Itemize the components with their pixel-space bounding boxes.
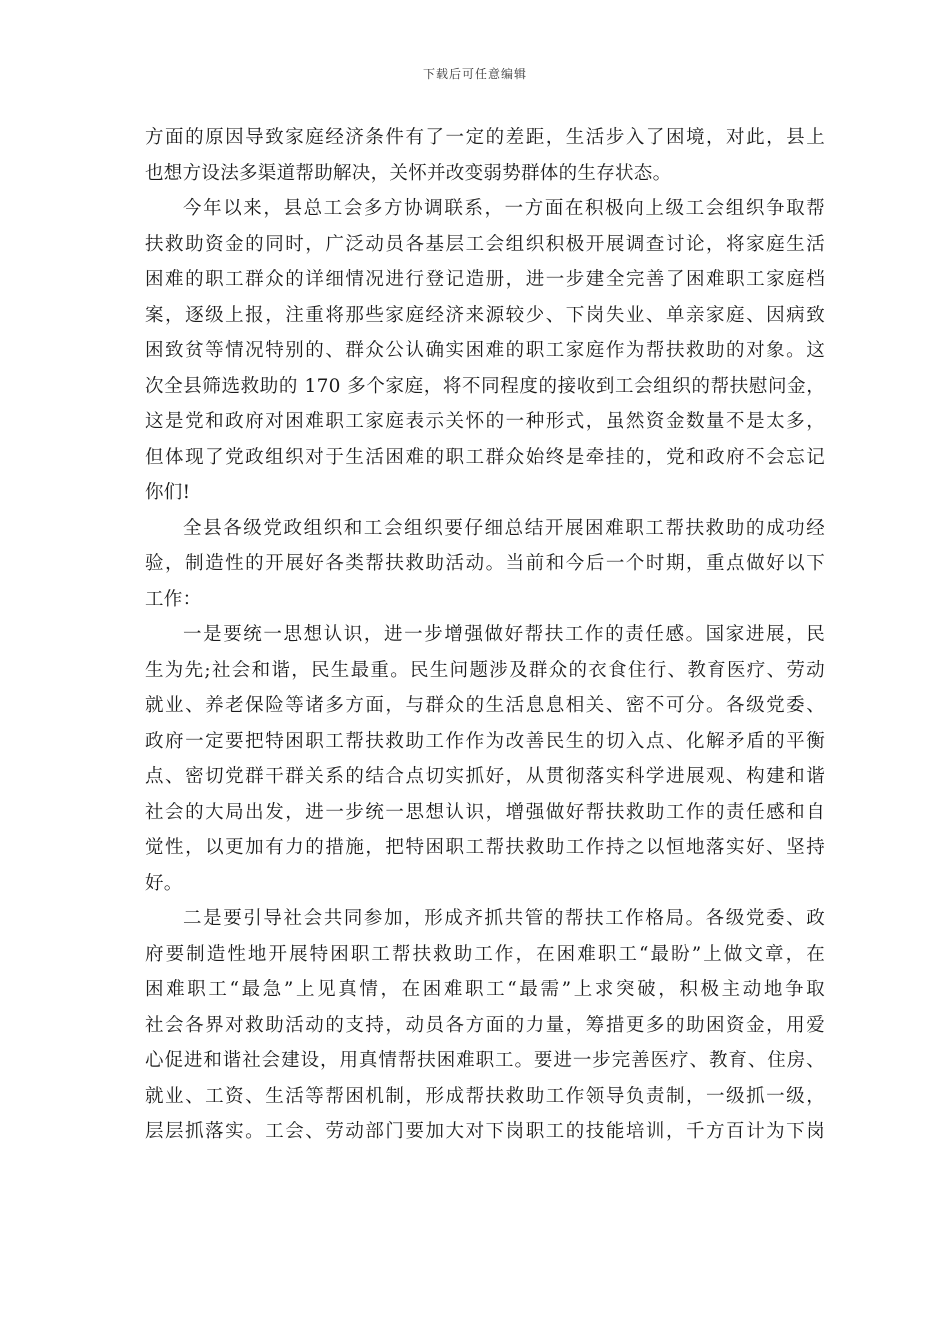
body-text-line: 一是要统一思想认识，进一步增强做好帮扶工作的责任感。国家进展，民 — [183, 624, 825, 645]
body-text-line: 觉性，以更加有力的措施，把特困职工帮扶救助工作持之以恒地落实好、坚持 — [145, 837, 825, 858]
body-text-line: 困致贫等情况特别的、群众公认确实困难的职工家庭作为帮扶救助的对象。这 — [145, 340, 825, 361]
body-text-line: 验，制造性的开展好各类帮扶救助活动。当前和今后一个时期，重点做好以下 — [145, 553, 825, 574]
body-text-line: 全县各级党政组织和工会组织要仔细总结开展困难职工帮扶救助的成功经 — [183, 517, 825, 539]
body-text-line: 就业、工资、生活等帮困机制，形成帮扶救助工作领导负责制，一级抓一级， — [145, 1085, 825, 1107]
body-text-line: 这是党和政府对困难职工家庭表示关怀的一种形式，虽然资金数量不是太多， — [145, 411, 825, 432]
body-text-line: 扶救助资金的同时，广泛动员各基层工会组织积极开展调查讨论，将家庭生活 — [145, 233, 825, 255]
body-text-line: 但体现了党政组织对于生活困难的职工群众始终是牵挂的，党和政府不会忘记 — [145, 446, 825, 468]
body-text-line: 困难的职工群众的详细情况进行登记造册，进一步建全完善了困难职工家庭档 — [145, 269, 825, 290]
body-text-line: 次全县筛选救助的 170 多个家庭，将不同程度的接收到工会组织的帮扶慰问金， — [145, 375, 825, 397]
body-text-line: 就业、养老保险等诸多方面，与群众的生活息息相关、密不可分。各级党委、 — [145, 695, 825, 716]
body-text-line: 也想方设法多渠道帮助解决，关怀并改变弱势群体的生存状态。 — [145, 162, 672, 184]
page-header: 下载后可任意编辑 — [422, 67, 527, 81]
body-text-line: 层层抓落实。工会、劳动部门要加大对下岗职工的技能培训，千方百计为下岗 — [145, 1121, 825, 1142]
body-text-line: 困难职工“最急”上见真情，在困难职工“最需”上求突破，积极主动地争取 — [145, 979, 825, 1000]
body-text-line: 生为先;社会和谐，民生最重。民生问题涉及群众的衣食住行、教育医疗、劳动 — [145, 659, 825, 681]
document-body — [145, 120, 825, 1150]
body-text-line: 心促进和谐社会建设，用真情帮扶困难职工。要进一步完善医疗、教育、住房、 — [145, 1050, 825, 1071]
body-text-line: 你们! — [145, 482, 191, 503]
body-text-line: 工作： — [145, 588, 202, 610]
body-text-line: 社会的大局出发，进一步统一思想认识，增强做好帮扶救助工作的责任感和自 — [145, 801, 825, 823]
body-text-line: 社会各界对救助活动的支持，动员各方面的力量，筹措更多的助困资金，用爱 — [145, 1014, 825, 1036]
body-text-line: 今年以来，县总工会多方协调联系，一方面在积极向上级工会组织争取帮 — [183, 198, 825, 219]
body-text-line: 好。 — [145, 872, 183, 894]
body-text-line: 府要制造性地开展特困职工帮扶救助工作，在困难职工“最盼”上做文章，在 — [145, 943, 825, 965]
body-text-line: 案，逐级上报，注重将那些家庭经济来源较少、下岗失业、单亲家庭、因病致 — [145, 304, 825, 326]
body-text-line: 点、密切党群干群关系的结合点切实抓好，从贯彻落实科学进展观、构建和谐 — [145, 766, 825, 787]
body-text-line: 二是要引导社会共同参加，形成齐抓共管的帮扶工作格局。各级党委、政 — [183, 908, 825, 929]
body-text-line: 政府一定要把特困职工帮扶救助工作作为改善民生的切入点、化解矛盾的平衡 — [145, 730, 825, 752]
body-text-line: 方面的原因导致家庭经济条件有了一定的差距，生活步入了困境，对此，县上 — [145, 127, 825, 148]
